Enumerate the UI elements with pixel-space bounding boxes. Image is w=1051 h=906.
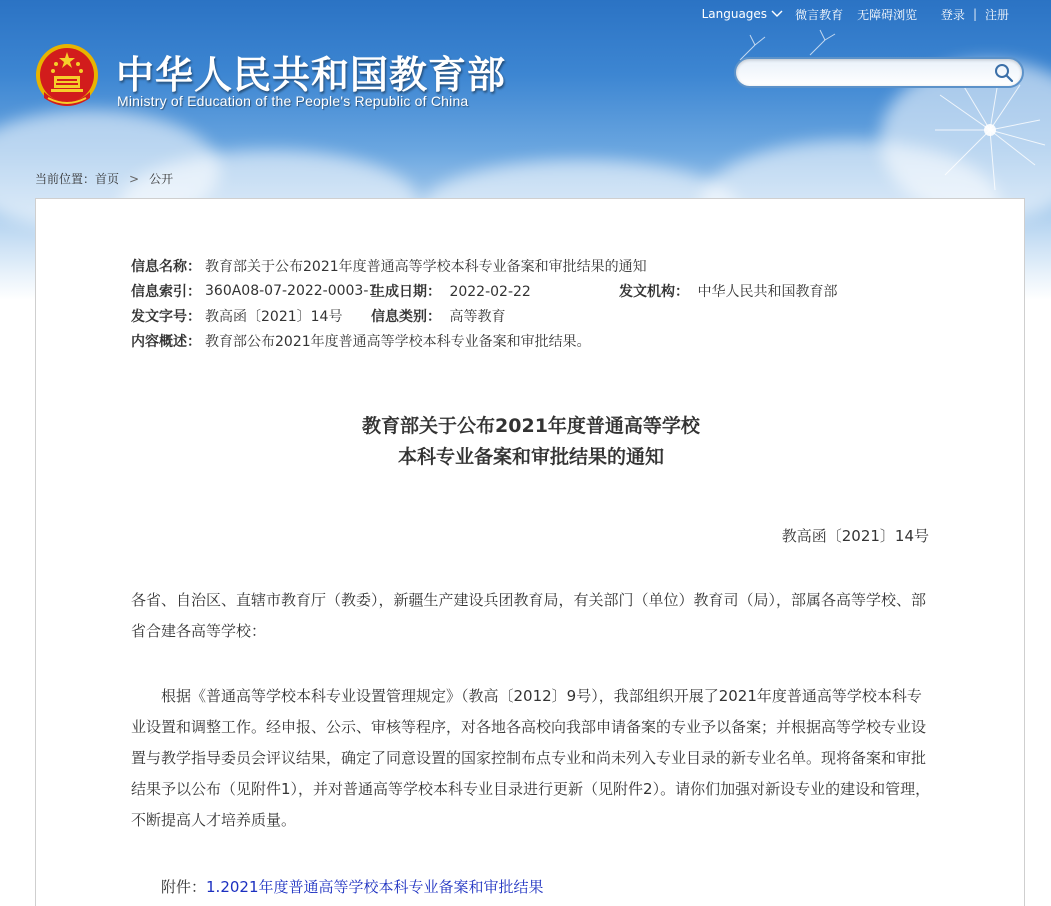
meta-docno-label: 发文字号：	[131, 308, 201, 325]
languages-dropdown[interactable]	[702, 7, 783, 21]
breadcrumb-home[interactable]: 首页	[95, 172, 120, 186]
meta-index-value: 360A08-07-2022-0003-1	[205, 282, 378, 299]
document-title-line1: 教育部关于公布2021年度普通高等学校	[362, 415, 700, 437]
meta-row-docno	[131, 303, 647, 328]
meta-date-value: 2022-02-22	[449, 283, 531, 300]
search-icon[interactable]	[994, 63, 1014, 83]
accessible-link[interactable]: 无障碍浏览	[857, 7, 918, 22]
login-link[interactable]: 登录	[940, 7, 965, 22]
attachment-number[interactable]: 1.	[206, 878, 221, 896]
salutation-paragraph: 各省、自治区、直辖市教育厅（教委），新疆生产建设兵团教育局，有关部门（单位）教育司（局），部属各高等学校、部省合建各高等学校：	[131, 591, 927, 640]
meta-category-value: 高等教育	[449, 308, 506, 325]
weiyan-link[interactable]: 微言教育	[795, 7, 844, 22]
meta-category-label: 信息类别：	[371, 308, 441, 325]
divider	[927, 7, 931, 21]
top-links	[702, 5, 1009, 23]
register-link[interactable]: 注册	[984, 7, 1009, 22]
content-panel	[35, 198, 1025, 906]
search-box	[734, 57, 1024, 88]
breadcrumb-separator: >	[129, 171, 140, 186]
site-subtitle: Ministry of Education of the People's Republic of China	[117, 93, 469, 109]
meta-row-name	[131, 253, 647, 278]
attachment-link[interactable]: 2021年度普通高等学校本科专业备案和审批结果	[220, 878, 544, 896]
meta-row-index	[131, 278, 838, 303]
breadcrumb-current[interactable]: 公开	[149, 172, 174, 186]
document-number: 教高函〔2021〕14号	[781, 527, 929, 545]
meta-name-value: 教育部关于公布2021年度普通高等学校本科专业备案和审批结果的通知	[205, 258, 647, 275]
meta-info	[131, 253, 838, 353]
chevron-down-icon	[771, 10, 783, 18]
document-title-line2: 本科专业备案和审批结果的通知	[397, 446, 664, 468]
meta-summary-value: 教育部公布2021年度普通高等学校本科专业备案和审批结果。	[205, 333, 591, 350]
meta-summary-label: 内容概述：	[131, 333, 201, 350]
meta-row-summary	[131, 328, 647, 353]
attachment-paragraph	[161, 872, 961, 903]
meta-issuer-label: 发文机构：	[619, 283, 689, 300]
breadcrumb	[35, 170, 173, 187]
national-emblem-icon[interactable]	[34, 42, 100, 110]
meta-name-label: 信息名称：	[131, 258, 201, 275]
languages-label: Languages	[701, 7, 768, 21]
breadcrumb-prefix: 当前位置：	[35, 172, 96, 186]
meta-docno-value: 教高函〔2021〕14号	[205, 308, 343, 325]
body-paragraph: 根据《普通高等学校本科专业设置管理规定》（教高〔2012〕9号），我部组织开展了2021年度普通高等学校本科专业设置和调整工作。经申报、公示、审核等程序，对各地各高校向我部申请备案的专业予以备案；并根据高等学校专业设置与教学指导委员会评议结果，确定了同意设置的国家控制布点专业和尚未列入专业目录的新专业名单。现将备案和审批结果予以公布（见附件1），并对普通高等学校本科专业目录进行更新（见附件2）。请你们加强对新设专业的建设和管理，不断提高人才培养质量。	[131, 687, 931, 829]
meta-issuer-value: 中华人民共和国教育部	[697, 283, 838, 300]
search-input[interactable]	[748, 63, 988, 83]
meta-date-label: 生成日期：	[371, 283, 441, 300]
meta-index-label: 信息索引：	[131, 283, 201, 300]
divider: |	[972, 7, 977, 21]
site-title[interactable]: 中华人民共和国教育部	[116, 53, 507, 97]
attachment-label: 附件：	[161, 878, 207, 896]
document-title	[36, 411, 1026, 473]
